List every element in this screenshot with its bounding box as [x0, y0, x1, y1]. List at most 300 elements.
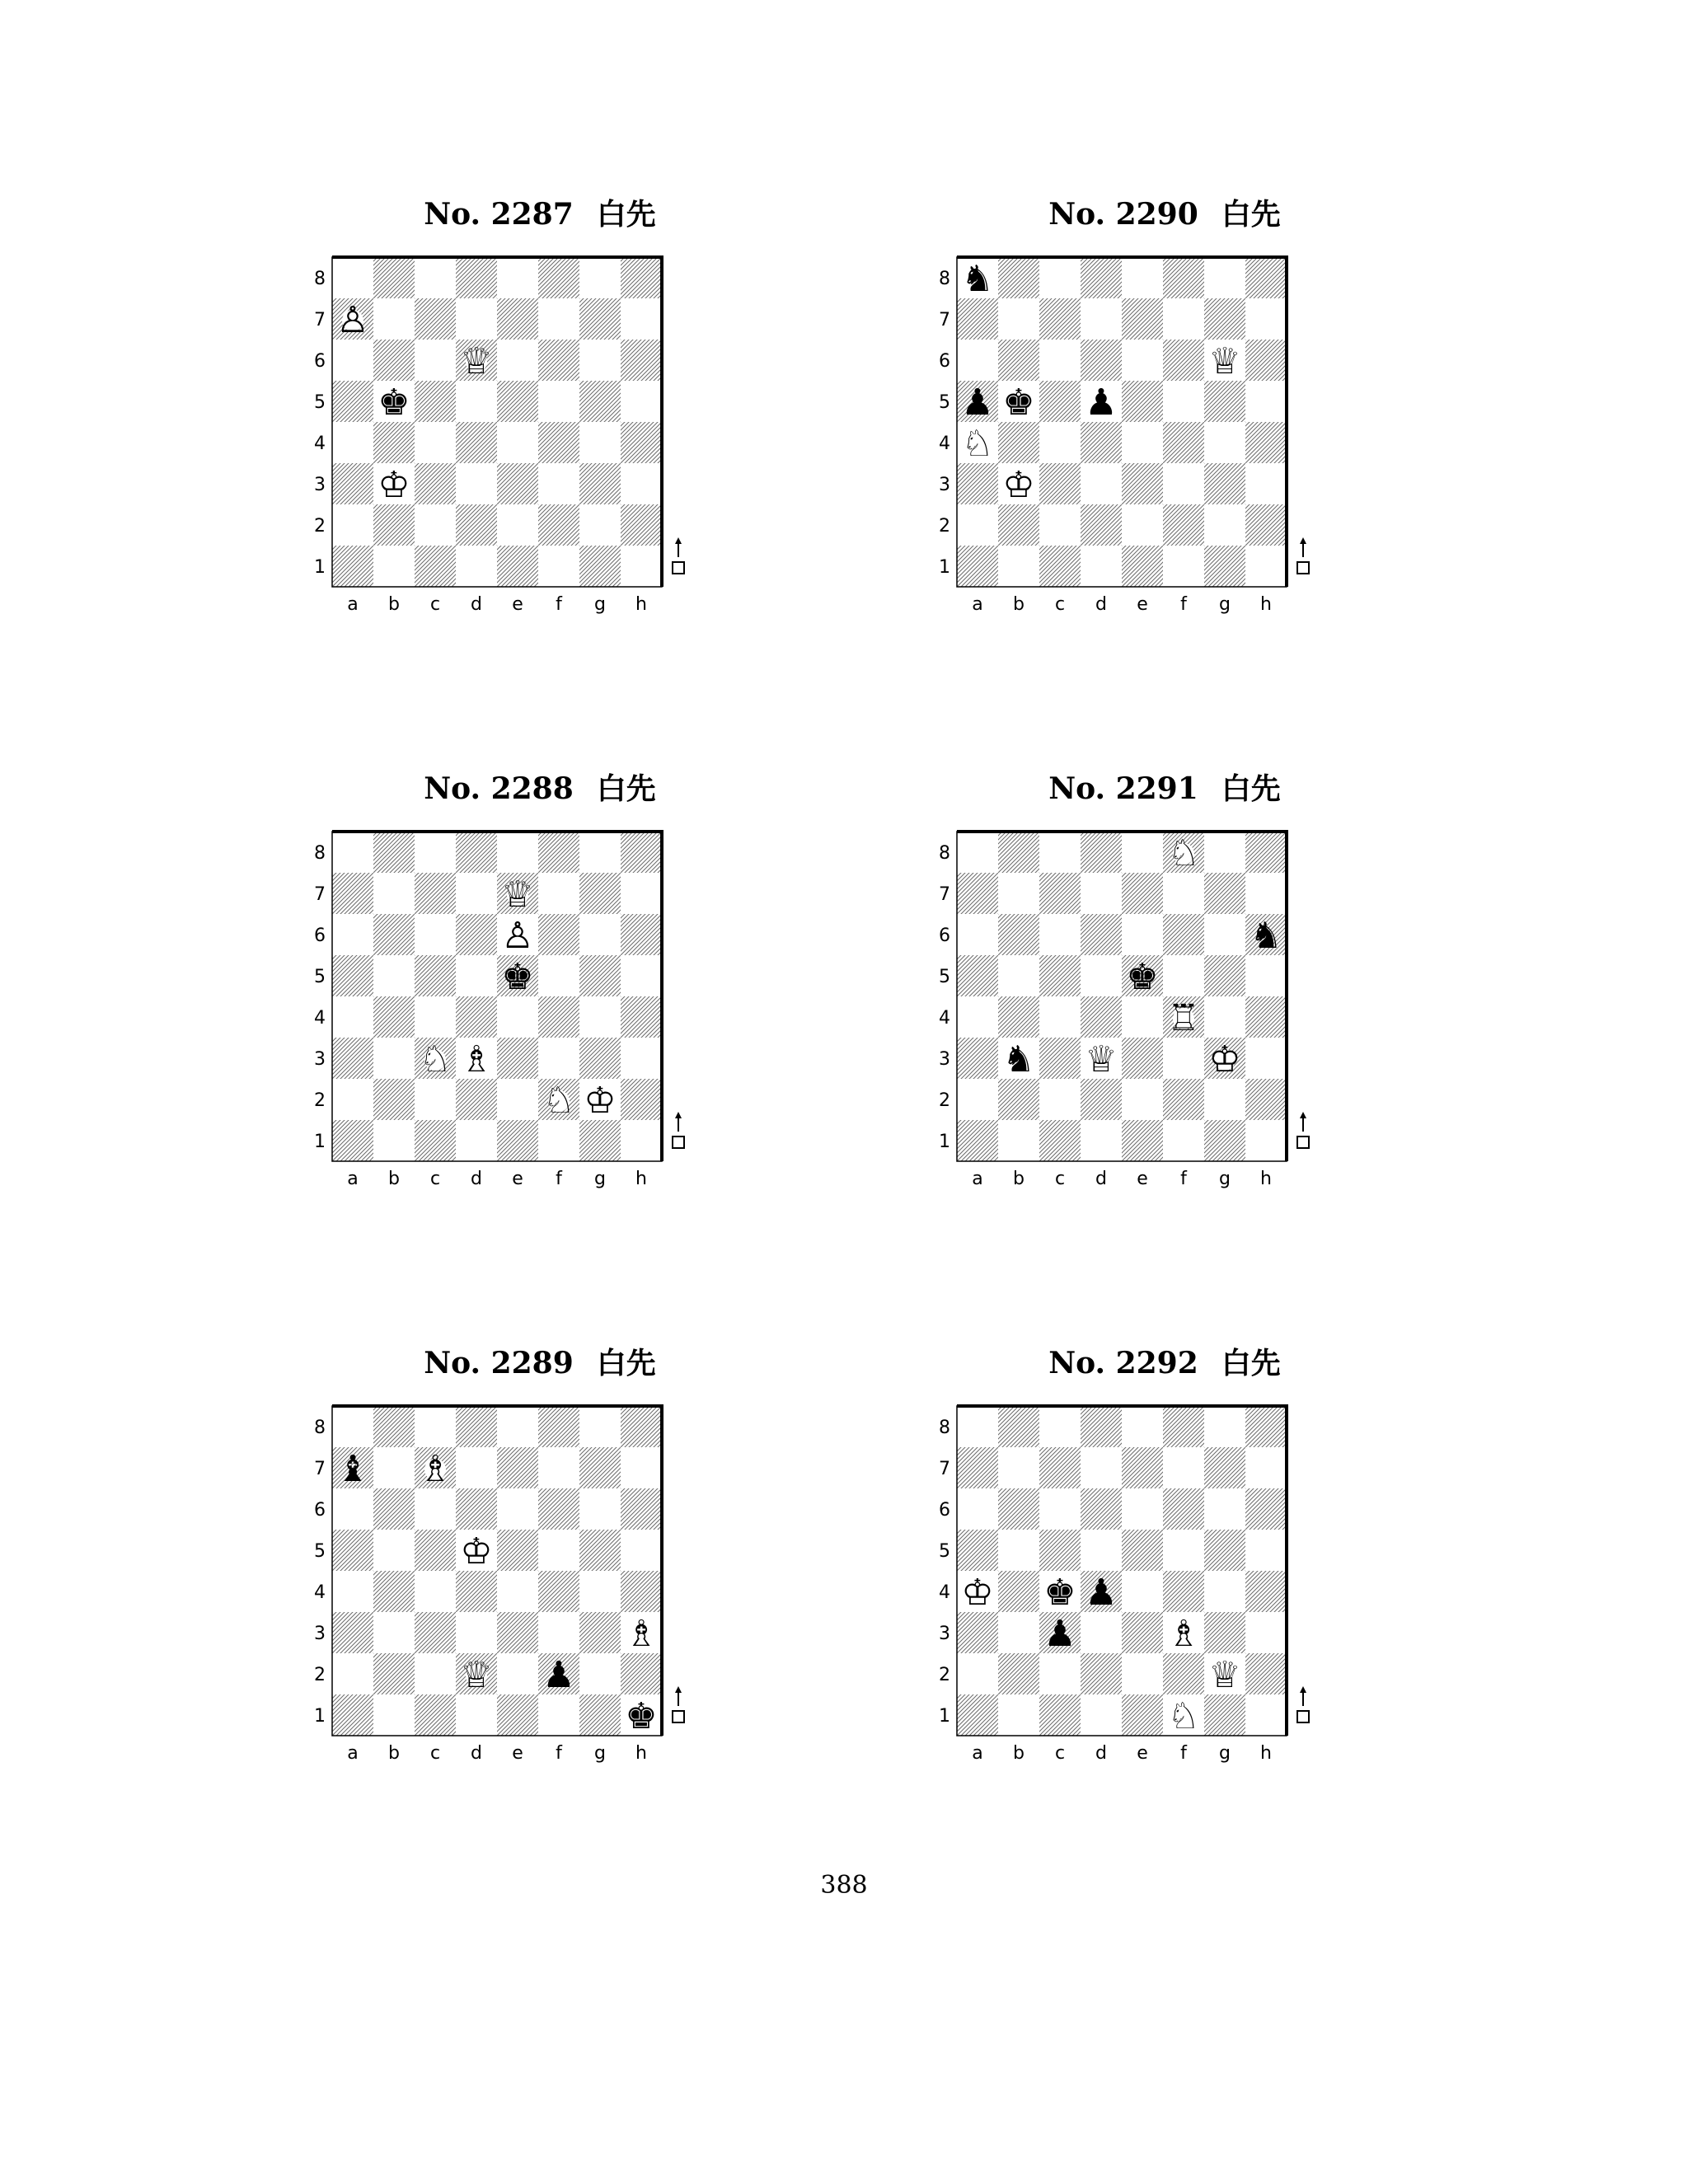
file-label: d: [1095, 594, 1107, 615]
board-square-a8: [332, 1406, 373, 1447]
white-queen-icon: [1085, 1038, 1117, 1080]
board-square-c7: [415, 298, 456, 340]
rank-label: 8: [314, 1418, 326, 1438]
rank-label: 1: [939, 1132, 950, 1152]
board-square-h1: [1245, 1120, 1287, 1161]
board-square-g4: [1204, 1571, 1245, 1612]
board-square-c5: [1039, 955, 1081, 996]
white-king-icon: [377, 464, 410, 506]
board-square-a5: [957, 955, 998, 996]
white-king-icon: [1002, 464, 1034, 506]
board-square-c6: [415, 1488, 456, 1530]
board-square-f8: [538, 832, 579, 873]
file-label: f: [1180, 1169, 1187, 1189]
svg-text:♔: ♔: [377, 464, 410, 506]
board-square-e7: [497, 298, 538, 340]
board-square-f2: [538, 504, 579, 546]
white-queen-icon: [1208, 340, 1240, 382]
file-label: f: [556, 594, 562, 615]
rank-label: 7: [939, 310, 950, 330]
board-square-c5: [415, 955, 456, 996]
board-square-h6: [621, 340, 662, 381]
file-label: c: [429, 1169, 441, 1189]
file-label: e: [1137, 594, 1148, 615]
board-square-d3: [1081, 463, 1122, 504]
rank-label: 8: [314, 843, 326, 864]
file-label: c: [429, 1743, 441, 1764]
board-square-b1: [373, 1694, 415, 1736]
board-square-h7: [621, 298, 662, 340]
black-knight-icon: [1250, 915, 1282, 957]
board-square-d6: [456, 914, 497, 955]
board-square-g7: [579, 873, 621, 914]
problem-caption: 白先: [596, 771, 656, 806]
problem-caption: 白先: [1221, 197, 1281, 232]
board-square-a2: [332, 1653, 373, 1694]
file-label: h: [1260, 1169, 1272, 1189]
board-square-d4: [456, 996, 497, 1038]
board-square-g3: [579, 463, 621, 504]
board-square-h5: [1245, 1530, 1287, 1571]
rank-label: 1: [939, 1706, 950, 1727]
diagram-2292: [934, 1338, 1395, 1833]
board-square-e6: [1122, 1488, 1163, 1530]
board-square-b1: [998, 546, 1039, 587]
board-square-g2: [579, 1653, 621, 1694]
board-square-d8: [1081, 257, 1122, 298]
board-square-g3: [1204, 463, 1245, 504]
board-square-e8: [497, 832, 538, 873]
board-square-f3: [1163, 1038, 1204, 1079]
rank-label: 7: [939, 884, 950, 905]
rank-label: 4: [939, 434, 950, 454]
rank-label: 7: [939, 1459, 950, 1479]
board-square-b1: [998, 1694, 1039, 1736]
file-label: a: [972, 1169, 983, 1189]
board-square-c1: [1039, 1120, 1081, 1161]
board-square-b4: [373, 422, 415, 463]
board-square-e7: [497, 1447, 538, 1488]
svg-text:♘: ♘: [542, 1080, 575, 1122]
board-square-f3: [538, 463, 579, 504]
board-square-e5: [497, 1530, 538, 1571]
board-square-e4: [497, 1571, 538, 1612]
black-king-icon: [625, 1695, 657, 1737]
svg-text:♚: ♚: [501, 956, 534, 998]
board-square-b2: [373, 1079, 415, 1120]
board-square-d5: [1081, 1530, 1122, 1571]
board-square-e8: [497, 1406, 538, 1447]
board-square-f4: [1163, 1571, 1204, 1612]
board-square-e3: [1122, 1612, 1163, 1653]
board-square-a8: [957, 832, 998, 873]
board-square-c4: [1039, 996, 1081, 1038]
white-queen-icon: [460, 1654, 492, 1696]
board-square-g4: [579, 422, 621, 463]
board-square-d6: [1081, 340, 1122, 381]
board-square-c2: [415, 1079, 456, 1120]
board-square-e6: [1122, 340, 1163, 381]
svg-text:♕: ♕: [1085, 1038, 1118, 1080]
rank-label: 4: [939, 1008, 950, 1029]
board-square-h8: [1245, 832, 1287, 873]
board-square-c3: [1039, 463, 1081, 504]
board-square-d4: [1081, 422, 1122, 463]
board-square-a4: [332, 1571, 373, 1612]
file-label: h: [635, 594, 647, 615]
board-square-b6: [998, 1488, 1039, 1530]
white-to-move-arrow-icon: [673, 1112, 684, 1148]
board-square-f6: [1163, 914, 1204, 955]
board-square-h4: [1245, 996, 1287, 1038]
board-square-d5: [1081, 955, 1122, 996]
board-square-e1: [1122, 1120, 1163, 1161]
problem-caption: 白先: [1221, 771, 1281, 806]
board-square-g2: [1204, 504, 1245, 546]
rank-label: 1: [314, 1706, 326, 1727]
file-label: a: [347, 1743, 359, 1764]
svg-text:♙: ♙: [501, 915, 534, 957]
white-pawn-icon: [501, 915, 533, 957]
file-label: b: [388, 1743, 400, 1764]
file-label: g: [594, 1169, 606, 1189]
board-square-e2: [1122, 1079, 1163, 1120]
svg-text:♔: ♔: [584, 1080, 617, 1122]
board-square-c4: [1039, 422, 1081, 463]
black-king-icon: [1126, 956, 1158, 998]
board-square-e7: [1122, 1447, 1163, 1488]
board-square-c6: [415, 340, 456, 381]
board-square-a5: [332, 955, 373, 996]
board-square-a1: [332, 1120, 373, 1161]
svg-text:♚: ♚: [625, 1695, 658, 1737]
svg-text:♕: ♕: [460, 340, 493, 382]
black-pawn-icon: [1043, 1613, 1076, 1655]
rank-label: 6: [314, 1500, 326, 1521]
file-label: g: [1219, 1169, 1231, 1189]
board-square-g4: [579, 996, 621, 1038]
board-square-g8: [1204, 832, 1245, 873]
board-square-g5: [1204, 381, 1245, 422]
board-square-c7: [1039, 298, 1081, 340]
board-square-g7: [1204, 298, 1245, 340]
file-label: d: [471, 594, 482, 615]
board-square-a4: [332, 422, 373, 463]
board-square-c2: [1039, 504, 1081, 546]
file-label: d: [471, 1743, 482, 1764]
board-square-c6: [1039, 1488, 1081, 1530]
board-square-c7: [415, 873, 456, 914]
board-square-a7: [957, 298, 998, 340]
board-square-a2: [332, 504, 373, 546]
board-square-g8: [579, 1406, 621, 1447]
file-label: d: [471, 1169, 482, 1189]
svg-text:♕: ♕: [1208, 340, 1241, 382]
board-square-d7: [1081, 298, 1122, 340]
board-square-a3: [957, 1612, 998, 1653]
board-square-d4: [1081, 996, 1122, 1038]
board-square-c8: [1039, 257, 1081, 298]
board-square-f7: [538, 873, 579, 914]
board-square-b3: [373, 1038, 415, 1079]
board-square-b7: [998, 873, 1039, 914]
board-square-d8: [456, 832, 497, 873]
board-square-f7: [1163, 873, 1204, 914]
file-label: c: [1054, 1169, 1066, 1189]
board-square-c3: [415, 1612, 456, 1653]
board-square-c6: [1039, 914, 1081, 955]
white-bishop-icon: [460, 1038, 492, 1080]
board-square-h8: [1245, 257, 1287, 298]
board-square-c1: [415, 546, 456, 587]
rank-label: 6: [314, 926, 326, 946]
board-square-c2: [415, 504, 456, 546]
white-knight-icon: [1167, 1695, 1199, 1737]
board-square-f5: [1163, 381, 1204, 422]
board-square-d8: [1081, 1406, 1122, 1447]
board-square-h7: [621, 873, 662, 914]
board-square-d7: [456, 1447, 497, 1488]
board-square-c8: [415, 257, 456, 298]
board-square-d7: [1081, 873, 1122, 914]
board-square-h5: [1245, 955, 1287, 996]
board-square-e3: [1122, 463, 1163, 504]
problem-caption: 白先: [596, 1346, 656, 1380]
rank-label: 6: [939, 1500, 950, 1521]
board-square-c7: [1039, 873, 1081, 914]
board-square-e4: [1122, 1571, 1163, 1612]
board-square-f6: [1163, 1488, 1204, 1530]
board-square-e1: [1122, 1694, 1163, 1736]
board-square-c5: [1039, 1530, 1081, 1571]
svg-text:♔: ♔: [961, 1572, 994, 1614]
svg-text:♘: ♘: [1167, 832, 1200, 874]
board-square-e1: [497, 1120, 538, 1161]
board-square-f5: [538, 381, 579, 422]
board-square-h1: [621, 546, 662, 587]
board-square-b1: [373, 1120, 415, 1161]
board-square-c2: [415, 1653, 456, 1694]
board-square-e4: [1122, 422, 1163, 463]
board-square-g4: [579, 1571, 621, 1612]
board-square-f8: [1163, 1406, 1204, 1447]
svg-text:♔: ♔: [1002, 464, 1035, 506]
board-square-a2: [332, 1079, 373, 1120]
board-square-g7: [579, 298, 621, 340]
board-square-a1: [957, 546, 998, 587]
board-square-h6: [621, 914, 662, 955]
board-square-g3: [579, 1612, 621, 1653]
board-square-f1: [538, 1694, 579, 1736]
board-square-e8: [497, 257, 538, 298]
rank-label: 2: [314, 516, 326, 537]
board-square-e2: [497, 504, 538, 546]
board-square-a6: [957, 1488, 998, 1530]
board-square-a8: [332, 832, 373, 873]
board-square-c7: [1039, 1447, 1081, 1488]
board-square-c8: [1039, 832, 1081, 873]
board-square-g1: [579, 1120, 621, 1161]
diagram-2290: [934, 190, 1395, 684]
board-square-f7: [1163, 298, 1204, 340]
board-square-f4: [1163, 422, 1204, 463]
white-to-move-arrow-icon: [673, 1686, 684, 1722]
board-square-a8: [332, 257, 373, 298]
board-square-a7: [957, 873, 998, 914]
svg-text:♚: ♚: [377, 382, 410, 424]
board-square-f2: [1163, 1079, 1204, 1120]
black-pawn-icon: [1085, 382, 1117, 424]
white-king-icon: [460, 1530, 492, 1572]
board-square-e8: [1122, 257, 1163, 298]
svg-text:♗: ♗: [419, 1448, 452, 1490]
file-label: c: [429, 594, 441, 615]
board-square-a5: [332, 1530, 373, 1571]
board-square-b4: [373, 1571, 415, 1612]
problem-number: No. 2288: [424, 771, 574, 806]
file-label: a: [972, 1743, 983, 1764]
board-square-b6: [373, 340, 415, 381]
board-square-d2: [1081, 1653, 1122, 1694]
board-square-c1: [415, 1694, 456, 1736]
board-square-g8: [579, 832, 621, 873]
white-bishop-icon: [1167, 1613, 1199, 1655]
board-square-b5: [998, 955, 1039, 996]
board-square-b6: [373, 1488, 415, 1530]
board-square-a6: [332, 914, 373, 955]
board-square-f7: [1163, 1447, 1204, 1488]
white-king-icon: [584, 1080, 616, 1122]
board-square-g6: [1204, 914, 1245, 955]
svg-text:♕: ♕: [501, 874, 534, 916]
file-label: f: [1180, 594, 1187, 615]
board-square-b4: [998, 996, 1039, 1038]
white-to-move-arrow-icon: [1297, 1112, 1309, 1148]
board-square-a6: [332, 1488, 373, 1530]
file-label: f: [556, 1743, 562, 1764]
board-square-e3: [497, 1612, 538, 1653]
board-square-c3: [415, 463, 456, 504]
svg-text:♔: ♔: [1208, 1038, 1241, 1080]
board-square-f1: [538, 1120, 579, 1161]
svg-text:♘: ♘: [961, 423, 994, 465]
board-square-h4: [1245, 422, 1287, 463]
board-square-b8: [373, 832, 415, 873]
board-square-e2: [497, 1653, 538, 1694]
problem-caption: 白先: [596, 197, 656, 232]
board-square-c4: [415, 996, 456, 1038]
diagram-2291: [934, 764, 1395, 1258]
rank-label: 1: [314, 557, 326, 578]
board-square-f4: [538, 422, 579, 463]
board-square-h2: [1245, 1653, 1287, 1694]
board-square-g8: [1204, 1406, 1245, 1447]
board-square-e3: [497, 463, 538, 504]
rank-label: 2: [314, 1665, 326, 1685]
board-square-h2: [1245, 1079, 1287, 1120]
rank-label: 2: [939, 1090, 950, 1111]
board-square-h4: [621, 1571, 662, 1612]
file-label: g: [1219, 1743, 1231, 1764]
board-square-b3: [998, 1612, 1039, 1653]
file-label: e: [1137, 1169, 1148, 1189]
svg-text:♞: ♞: [961, 258, 994, 300]
board-square-g1: [1204, 1694, 1245, 1736]
diagram-2287: [309, 190, 771, 684]
board-square-g4: [1204, 996, 1245, 1038]
board-square-h7: [1245, 873, 1287, 914]
board-square-e8: [1122, 1406, 1163, 1447]
board-square-g2: [1204, 1079, 1245, 1120]
board-square-f7: [538, 298, 579, 340]
board-square-h7: [1245, 1447, 1287, 1488]
board-square-h3: [1245, 463, 1287, 504]
board-square-g8: [1204, 257, 1245, 298]
board-square-g1: [1204, 1120, 1245, 1161]
board-square-g2: [579, 504, 621, 546]
board-square-c5: [415, 381, 456, 422]
problem-caption: 白先: [1221, 1346, 1281, 1380]
board-square-b5: [373, 955, 415, 996]
board-square-h1: [621, 1120, 662, 1161]
board-square-c5: [415, 1530, 456, 1571]
board-square-a7: [332, 873, 373, 914]
board-square-a1: [957, 1694, 998, 1736]
board-square-e2: [1122, 504, 1163, 546]
board-square-f2: [1163, 504, 1204, 546]
board-square-c8: [415, 1406, 456, 1447]
board-square-h7: [621, 1447, 662, 1488]
board-square-b7: [373, 873, 415, 914]
board-square-d3: [456, 463, 497, 504]
board-square-d5: [456, 955, 497, 996]
board-square-g7: [1204, 873, 1245, 914]
file-label: a: [347, 1169, 359, 1189]
board-square-h5: [1245, 381, 1287, 422]
file-label: b: [1013, 1169, 1025, 1189]
board-square-h3: [1245, 1612, 1287, 1653]
board-square-d8: [456, 257, 497, 298]
board-square-a4: [957, 996, 998, 1038]
rank-label: 8: [314, 269, 326, 289]
board-square-c5: [1039, 381, 1081, 422]
rank-label: 2: [314, 1090, 326, 1111]
board-square-f6: [538, 914, 579, 955]
board-square-c2: [1039, 1653, 1081, 1694]
board-square-f8: [1163, 257, 1204, 298]
board-square-a5: [332, 381, 373, 422]
white-to-move-arrow-icon: [1297, 537, 1309, 574]
rank-label: 8: [939, 269, 950, 289]
rank-label: 6: [939, 926, 950, 946]
board-square-a3: [332, 463, 373, 504]
board-square-a6: [957, 340, 998, 381]
black-king-icon: [1043, 1572, 1076, 1614]
board-square-a5: [957, 1530, 998, 1571]
rank-label: 3: [939, 1624, 950, 1644]
board-square-d8: [1081, 832, 1122, 873]
board-square-b6: [373, 914, 415, 955]
board-square-a6: [957, 914, 998, 955]
board-square-a3: [332, 1038, 373, 1079]
white-rook-icon: [1167, 997, 1199, 1039]
board-square-g5: [1204, 955, 1245, 996]
rank-label: 5: [314, 392, 326, 413]
file-label: b: [388, 1169, 400, 1189]
board-square-b7: [373, 298, 415, 340]
board-square-d6: [1081, 914, 1122, 955]
board-square-f3: [1163, 463, 1204, 504]
